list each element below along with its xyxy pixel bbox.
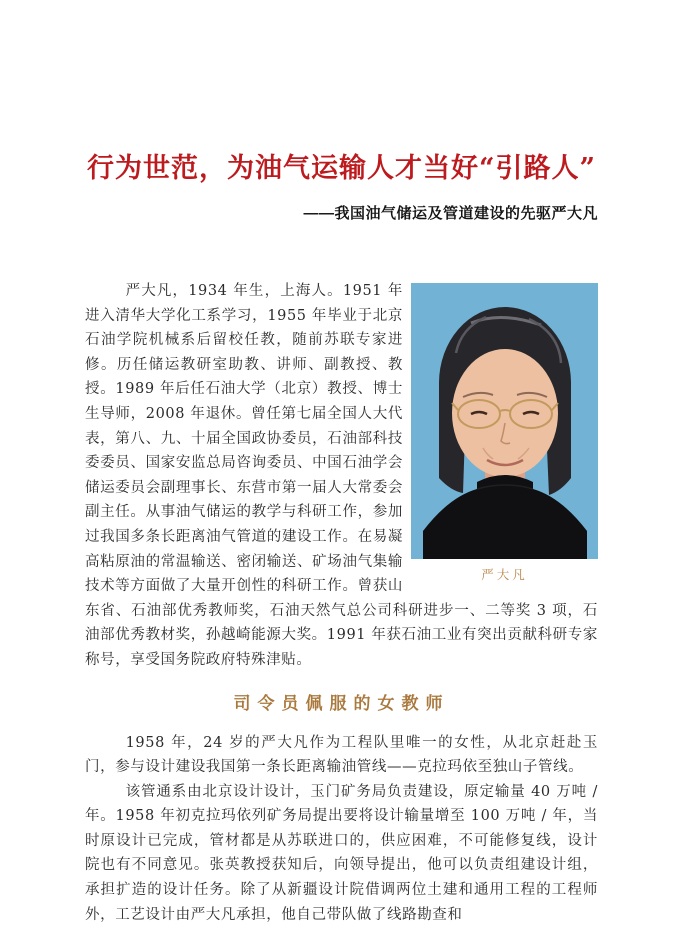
intro-paragraph: 严大凡，1934 年生，上海人。1951 年进入清华大学化工系学习，1955 年毕业于北京石油学院机械系后留校任教，随前苏联专家进修。历任储运教研室助教、讲师、副教授、教授。1989 年后任石油大学（北京）教授、博士生导师，2008 年退休。曾任第七届全国人大代表，第八、九、十届全国政协委员，石油部科技委委员、国家安监总局咨询委员、中国石油学会储运委员会副理事长、东营市第一届人大常委会副主任。从事油气储运的教学与科研工作，参加过我国多条长距离油气管道的建设工作。在易凝高粘原油的常温输送、密闭输送、矿场油气集输技术等方面做了大量开创性的科研工作。曾获山东省、石油部优秀教师奖，石油天然气总公司科研进步一、二等奖 3 项，石油部优秀教材奖，孙越崎能源大奖。1991 年获石油工业有突出贡献科研专家称号，享受国务院政府特殊津贴。 xyxy=(85,283,598,668)
portrait-photo-illustration xyxy=(411,283,598,559)
section-heading: 司令员佩服的女教师 xyxy=(233,693,450,714)
body-paragraph-1: 1958 年，24 岁的严大凡作为工程队里唯一的女性，从北京赶赴玉门，参与设计建设我国第一条长距离输油管线——克拉玛依至独山子管线。 xyxy=(85,734,598,776)
body-paragraph-2: 该管通系由北京设计设计，玉门矿务局负责建设，原定输量 40 万吨 / 年。1958 年初克拉玛依列矿务局提出要将设计输量增至 100 万吨 / 年，当时原设计已完成，管材都是从苏联进口的，供应困难，不可能修复线，设计院也有不同意见。张英教授获知后，向领导提出，他可以负责组建设计组，承担扩造的设计任务。除了从新疆设计院借调两位土建和通用工程的工程师外，工艺设计由严大凡承担，他自己带队做了线路勘查和 xyxy=(85,783,598,923)
page-title: 行为世范，为油气运输人才当好“引路人” xyxy=(86,153,597,184)
portrait-figure xyxy=(411,283,598,585)
photo-caption: 严大凡 xyxy=(481,567,528,582)
page-subtitle: ——我国油气储运及管道建设的先驱严大凡 xyxy=(303,205,598,222)
intro-section xyxy=(85,279,598,673)
